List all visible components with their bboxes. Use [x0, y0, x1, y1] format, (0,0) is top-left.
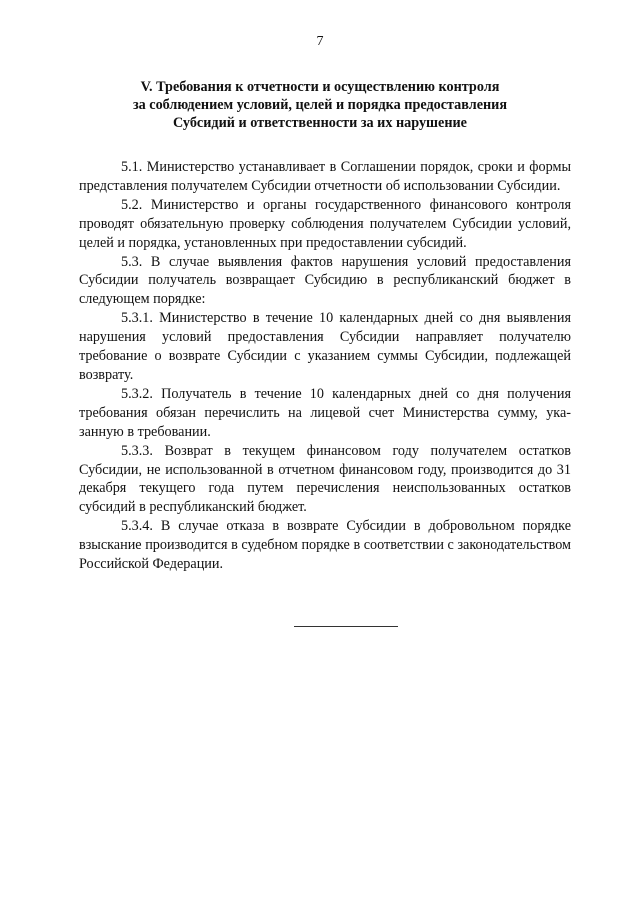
paragraph-5-3-4: 5.3.4. В случае отказа в возврате Субсидии в добровольном порядке взыскание производится в судебном порядке в соответствии с законодательством Российской Федерации. — [79, 518, 571, 573]
paragraph-5-2: 5.2. Министерство и органы государственного финансового контроля проводят обязательную проверку соблюдения получателем Субсидии условий, целей и порядка, установленных при предоставлении субсидий. — [79, 196, 571, 251]
page-number: 7 — [316, 34, 324, 49]
paragraph-5-1: 5.1. Министерство устанавливает в Соглашении порядок, сроки и формы представления получателем Субсидии отчетности об использовании Субсидии. — [79, 159, 571, 194]
section-body — [79, 158, 571, 574]
section-heading-line-3: Субсидий и ответственности за их нарушение — [173, 115, 467, 131]
section-heading-line-2: за соблюдением условий, целей и порядка предоставления — [132, 97, 508, 113]
paragraph-5-3-3: 5.3.3. Возврат в текущем финансовом году получателем остатков Субсидии, не использованной в отчетном финансовом году, производится до 31 декабря текущего года путем перечисления неиспользованных остатков субсидий в республиканский бюджет. — [79, 442, 571, 516]
paragraph-5-3-2: 5.3.2. Получатель в течение 10 календарных дней со дня получения требования обязан перечислить на лицевой счет Министерства сумму, указанную в требовании. — [79, 385, 571, 440]
section-heading — [60, 78, 580, 132]
document-end-rule — [294, 626, 398, 627]
paragraph-5-3-1: 5.3.1. Министерство в течение 10 календарных дней со дня выявления нарушения условий предоставления Субсидии направляет получателю требование о возврате Субсидии с указанием суммы Субсидии, подлежащей возврату. — [79, 310, 571, 383]
section-heading-line-1: V. Требования к отчетности и осуществлению контроля — [140, 79, 500, 95]
paragraph-5-3: 5.3. В случае выявления фактов нарушения условий предоставления Субсидии получатель возвращает Субсидию в республиканский бюджет в следующем порядке: — [79, 253, 571, 308]
